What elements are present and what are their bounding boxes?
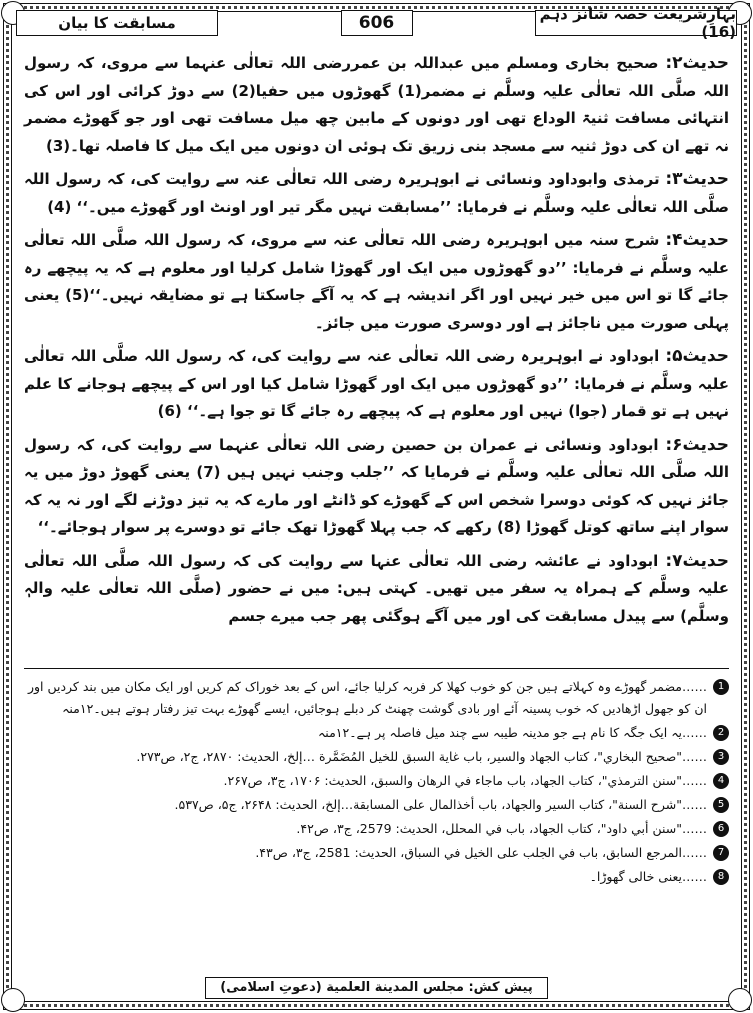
footnote-number: 5 — [713, 797, 729, 813]
footnote — [24, 722, 729, 744]
hadith-label: حدیث۵: — [665, 346, 729, 366]
footnote-text: ……"سنن الترمذي"، کتاب الجهاد، باب ماجاء في الرهان والسبق، الحديث: ۱۷۰۶، ج۳، ص۲۶۷. — [223, 773, 707, 788]
hadith-paragraph — [24, 166, 729, 221]
hadith-label: حدیث۲: — [665, 53, 729, 73]
footnote-number: 2 — [713, 725, 729, 741]
hadith-paragraph — [24, 50, 729, 160]
book-title: بہارِشریعت حصہ شانز دہم (16) — [535, 10, 737, 36]
footnote — [24, 770, 729, 792]
footnote-number: 3 — [713, 749, 729, 765]
chapter-title: مسابقت کا بیان — [16, 10, 218, 36]
footnote-text: ……مضمر گھوڑے وہ کہلاتے ہیں جن کو خوب کھلا کر فربہ کرلیا جائے، اس کے بعد خوراک کم کریں اور ایک مکان میں بند کردیں اور ان کو جھول اڑھادیں کہ خوب پسینہ آئے اور بادی گوشت چھنٹ کر دبلے ہوجائیں، ایسے گھوڑے بہت تیز رفتار ہوتے ہیں۔۱۲منہ — [27, 679, 707, 716]
footnote-number: 4 — [713, 773, 729, 789]
footnote — [24, 794, 729, 816]
hadith-paragraph — [24, 227, 729, 337]
footnote — [24, 842, 729, 864]
hadith-text: ابوداود ونسائی نے عمران بن حصین رضی اللہ تعالٰی عنہما سے روایت کی، کہ رسول اللہ صلَّی اللہ تعالٰی علیہ وسلَّم نے فرمایا کہ ’’جلب وجنب نہیں ہیں (7) یعنی گھوڑ دوڑ میں یہ جائز نہیں کہ کوئی دوسرا شخص اس کے گھوڑے کو ڈانٹے اور مارے کہ یہ تیز دوڑنے لگے اور نہ یہ کہ سوار اپنے ساتھ کوتل گھوڑا (8) رکھے کہ جب پہلا گھوڑا تھک جائے تو دوسرے پر سوار ہوجائے۔‘‘ — [24, 435, 729, 536]
footnote-divider — [24, 668, 729, 669]
page-number: 606 — [341, 10, 413, 36]
page-header — [16, 5, 737, 41]
footnote-number: 1 — [713, 679, 729, 695]
hadith-text: صحیح بخاری ومسلم میں عبداللہ بن عمررضی اللہ تعالٰی عنہما سے مروی، کہ رسول اللہ صلَّی اللہ تعالٰی علیہ وسلَّم نے مضمر(1) گھوڑوں میں حفیا(2) سے دوڑ کرائی اور اس کی انتہائی مسافت ثنیۃ الوداع تھی اور دونوں کے مابین چھ میل مسافت تھی اور جو گھوڑے مضمر نہ تھے ان کی دوڑ ثنیہ سے مسجد بنی زریق تک ہوئی ان دونوں میں ایک میل کا فاصلہ تھا۔(3) — [24, 54, 729, 155]
hadith-label: حدیث۴: — [665, 230, 729, 250]
hadith-text: ابوداود نے عائشہ رضی اللہ تعالٰی عنہا سے روایت کی کہ رسول اللہ صلَّی اللہ تعالٰی علیہ وسلَّم کے ہمراہ یہ سفر میں تھیں۔ کہتی ہیں: میں نے حضور (صلَّی اللہ تعالٰی علیہ والہٖ وسلَّم) سے پیدل مسابقت کی اور میں آگے ہوگئی پھر جب میرے جسم — [24, 551, 729, 625]
footnote — [24, 746, 729, 768]
hadith-paragraph — [24, 343, 729, 426]
hadith-label: حدیث۷: — [665, 550, 729, 571]
hadith-label: حدیث۳: — [665, 169, 729, 189]
footnote — [24, 866, 729, 888]
footnote-text: ……"سنن أبي داود"، کتاب الجهاد، باب في المحلل، الحديث: 2579، ج۳، ص۴۲. — [296, 821, 707, 836]
footnote — [24, 818, 729, 840]
footnote-number: 7 — [713, 845, 729, 861]
footnotes — [24, 676, 729, 890]
footnote-text: ……المرجع السابق، باب في الجلب على الخيل في السباق، الحديث: 2581، ج۳، ص۴۳. — [255, 845, 707, 860]
footnote-number: 6 — [713, 821, 729, 837]
hadith-paragraph — [24, 432, 729, 542]
hadith-paragraph — [24, 548, 729, 631]
footnote-text: ……یہ ایک جگہ کا نام ہے جو مدینہ طیبہ سے چند میل فاصلہ پر ہے۔۱۲منہ — [317, 725, 707, 740]
main-text — [24, 50, 729, 670]
publisher-credit: پیش کش: مجلس المدینة العلمیة (دعوتِ اسلامی) — [205, 977, 547, 999]
footnote-text: ……"شرح السنة"، کتاب السير والجهاد، باب أخذالمال على المسابقة…إلخ، الحديث: ۲۶۴۸، ج۵، ص۵۳۷. — [174, 797, 707, 812]
footnote-text: ……یعنی خالی گھوڑا۔ — [589, 869, 707, 884]
page-footer — [0, 977, 753, 999]
footnote-text: ……"صحیح البخاري"، کتاب الجهاد والسير، باب غاية السبق للخيل المُضَمَّرة …إلخ، الحديث: ۲۸۷۰، ج۲، ص۲۷۳. — [136, 749, 707, 764]
hadith-text: ابوداود نے ابوہریرہ رضی اللہ تعالٰی عنہ سے روایت کی، کہ رسول اللہ صلَّی اللہ تعالٰی علیہ وسلَّم نے فرمایا: ’’دو گھوڑوں میں ایک اور گھوڑا شامل کیا اور اس کے پیچھے ہوجانے کا علم نہیں ہے تو قمار (جوا) نہیں اور معلوم ہے کہ پیچھے رہ جائے گا تو جوا ہے۔‘‘ (6) — [24, 347, 729, 420]
hadith-text: ترمذی وابوداود ونسائی نے ابوہریرہ رضی اللہ تعالٰی عنہ سے روایت کی، کہ رسول اللہ صلَّی اللہ تعالٰی علیہ وسلَّم نے فرمایا: ’’مسابقت نہیں مگر تیر اور اونٹ اور گھوڑے میں۔‘‘ (4) — [24, 170, 729, 216]
footnote — [24, 676, 729, 720]
hadith-label: حدیث۶: — [665, 434, 729, 455]
footnote-number: 8 — [713, 869, 729, 885]
hadith-text: شرح سنہ میں ابوہریرہ رضی اللہ تعالٰی عنہ سے مروی، کہ رسول اللہ صلَّی اللہ تعالٰی علیہ وسلَّم نے فرمایا: ’’دو گھوڑوں میں ایک اور گھوڑا شامل کرلیا اور معلوم ہے کہ یہ پیچھے رہ جائے گا تو اس میں خیر نہیں اور اگر اندیشہ ہے کہ یہ آگے جاسکتا ہے تو مضایقہ نہیں۔‘‘(5) یعنی پہلی صورت میں ناجائز ہے اور دوسری صورت میں جائز۔ — [24, 231, 729, 332]
